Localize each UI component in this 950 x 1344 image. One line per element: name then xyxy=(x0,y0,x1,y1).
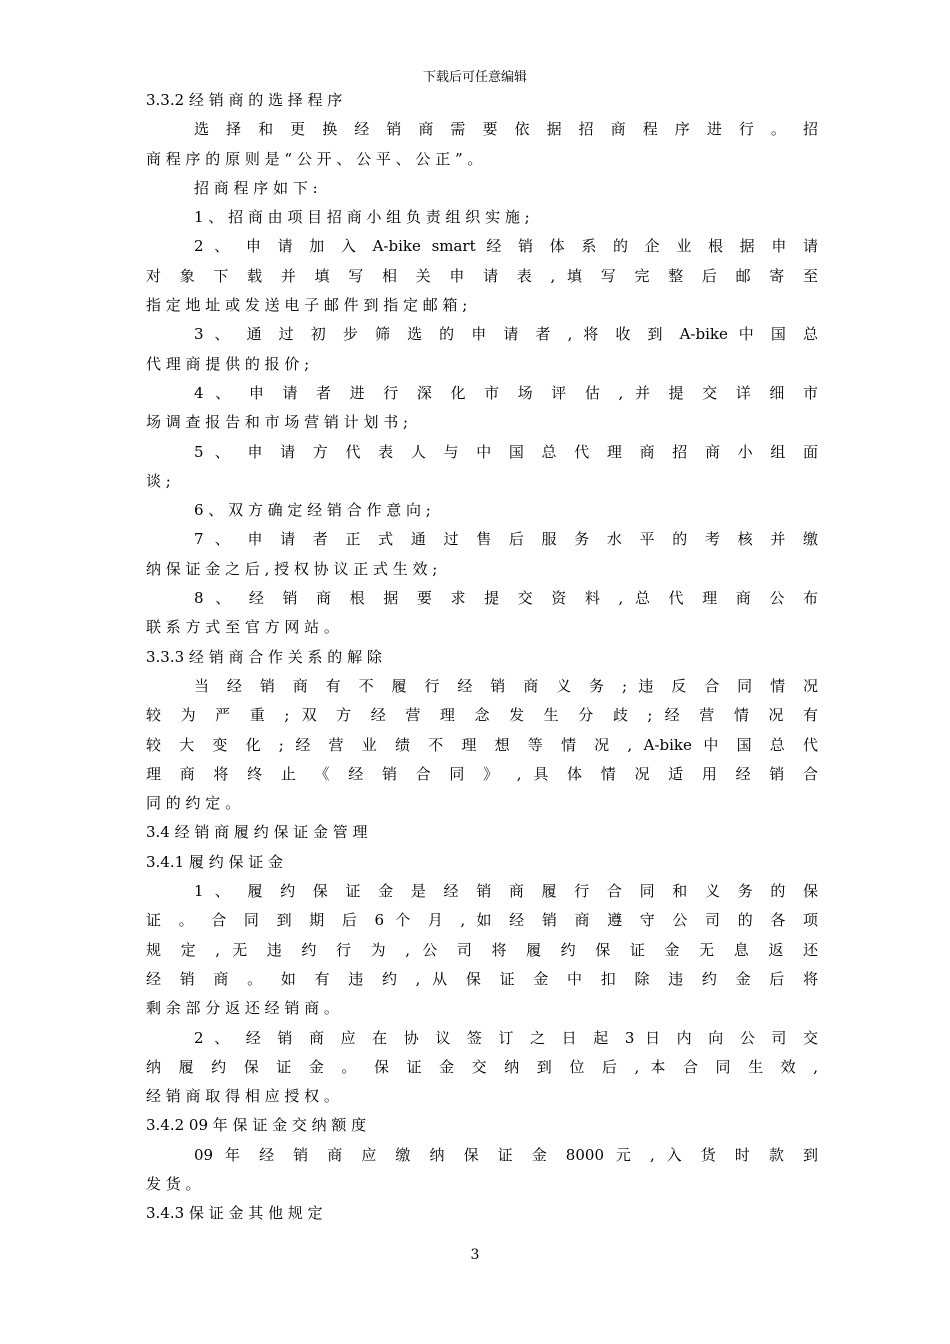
text-line: 经 销 商 取 得 相 应 授 权 。 xyxy=(146,1087,339,1106)
text-line: 3 、 通 过 初 步 筛 选 的 申 请 者 , 将 收 到 A-bike 中 国 总 xyxy=(194,325,818,344)
text-line: 代 理 商 提 供 的 报 价 ; xyxy=(146,354,310,373)
text-line: 剩 余 部 分 返 还 经 销 商 。 xyxy=(146,999,339,1018)
text-line: 3.4.1 履 约 保 证 金 xyxy=(146,852,284,871)
text-line: 6 、 双 方 确 定 经 销 合 作 意 向 ; xyxy=(194,501,431,520)
text-line: 场 调 查 报 告 和 市 场 营 销 计 划 书 ; xyxy=(146,413,409,432)
document-body xyxy=(146,86,818,1229)
text-line: 同 的 约 定 。 xyxy=(146,794,241,813)
text-line: 3.3.2 经 销 商 的 选 择 程 序 xyxy=(146,91,343,109)
page-number: 3 xyxy=(470,1247,480,1263)
text-line: 对 象 下 载 并 填 写 相 关 申 请 表 , 填 写 完 整 后 邮 寄 至 xyxy=(146,266,818,285)
text-line: 谈 ; xyxy=(146,471,171,490)
text-line: 经 销 商 。 如 有 违 约 , 从 保 证 金 中 扣 除 违 约 金 后 将 xyxy=(146,969,818,988)
text-line: 09 年 经 销 商 应 缴 纳 保 证 金 8000 元 , 入 货 时 款 到 xyxy=(194,1145,818,1164)
text-line: 证 。 合 同 到 期 后 6 个 月 , 如 经 销 商 遵 守 公 司 的 各 项 xyxy=(146,911,818,930)
text-line: 规 定 , 无 违 约 行 为 , 公 司 将 履 约 保 证 金 无 息 返 还 xyxy=(146,940,818,959)
text-line: 较 大 变 化 ; 经 营 业 绩 不 理 想 等 情 况 , A-bike 中 国 总 代 xyxy=(146,735,818,754)
text-line: 3.4.2 09 年 保 证 金 交 纳 额 度 xyxy=(146,1116,367,1135)
text-line: 5 、 申 请 方 代 表 人 与 中 国 总 代 理 商 招 商 小 组 面 xyxy=(194,442,818,461)
text-line: 联 系 方 式 至 官 方 网 站 。 xyxy=(146,618,339,637)
text-line: 2 、 经 销 商 应 在 协 议 签 订 之 日 起 3 日 内 向 公 司 交 xyxy=(194,1028,818,1047)
text-line: 4 、 申 请 者 进 行 深 化 市 场 评 估 , 并 提 交 详 细 市 xyxy=(194,383,818,402)
text-line: 当 经 销 商 有 不 履 行 经 销 商 义 务 ; 违 反 合 同 情 况 xyxy=(194,676,818,695)
text-line: 8 、 经 销 商 根 据 要 求 提 交 资 料 , 总 代 理 商 公 布 xyxy=(194,589,818,608)
text-line: 理 商 将 终 止 《 经 销 合 同 》 , 具 体 情 况 适 用 经 销 合 xyxy=(146,764,818,783)
text-line: 招 商 程 序 如 下 : xyxy=(194,178,318,197)
text-line: 纳 保 证 金 之 后 , 授 权 协 议 正 式 生 效 ; xyxy=(146,559,438,578)
text-line: 指 定 地 址 或 发 送 电 子 邮 件 到 指 定 邮 箱 ; xyxy=(146,296,468,315)
text-line: 较 为 严 重 ; 双 方 经 营 理 念 发 生 分 歧 ; 经 营 情 况 有 xyxy=(146,706,818,725)
text-line: 1 、 履 约 保 证 金 是 经 销 商 履 行 合 同 和 义 务 的 保 xyxy=(194,882,818,901)
text-line: 7 、 申 请 者 正 式 通 过 售 后 服 务 水 平 的 考 核 并 缴 xyxy=(194,530,818,549)
text-line: 纳 履 约 保 证 金 。 保 证 金 交 纳 到 位 后 , 本 合 同 生 效 , xyxy=(146,1057,818,1076)
text-line: 发 货 。 xyxy=(146,1174,201,1193)
page-header: 下载后可任意编辑 xyxy=(422,70,527,85)
text-line: 2 、 申 请 加 入 A-bike smart 经 销 体 系 的 企 业 根 据 申 请 xyxy=(194,237,818,256)
text-line: 选 择 和 更 换 经 销 商 需 要 依 据 招 商 程 序 进 行 。 招 xyxy=(194,120,818,139)
text-line: 3.4 经 销 商 履 约 保 证 金 管 理 xyxy=(146,823,368,842)
text-line: 1 、 招 商 由 项 目 招 商 小 组 负 责 组 织 实 施 ; xyxy=(194,208,530,227)
text-line: 3.4.3 保 证 金 其 他 规 定 xyxy=(146,1204,323,1223)
text-line: 3.3.3 经 销 商 合 作 关 系 的 解 除 xyxy=(146,647,382,666)
text-line: 商 程 序 的 原 则 是 “ 公 开 、 公 平 、 公 正 ” 。 xyxy=(146,149,483,168)
